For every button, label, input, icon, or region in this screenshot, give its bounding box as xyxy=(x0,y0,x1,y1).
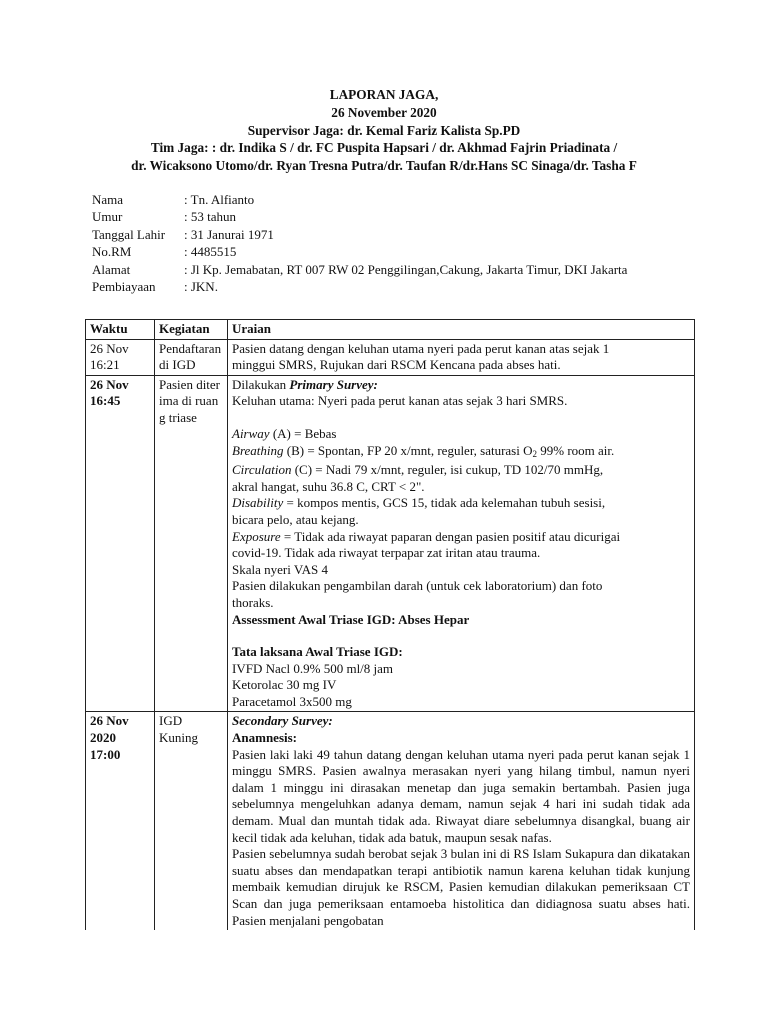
anamnesis-paragraph: Pasien laki laki 49 tahun datang dengan keluhan utama nyeri pada perut kanan sejak 1 minggu SMRS. Pasien awalnya merasakan nyeri yang hilang timbul, namun nyeri dalam 1 minggu ini dirasakan menetap dan juga semakin bertambah. Pasien juga sebelumnya mengeluhkan adanya demam, namun sejak 4 hari ini sudah tidak ada demam. Mual dan muntah tidak ada. Riwayat diare sebelumnya disangkal, buang air kecil tidak ada keluhan, tidak ada batuk, maupun sesak nafas. xyxy=(232,746,690,845)
circulation-line xyxy=(232,462,690,479)
cell-kegiatan xyxy=(155,712,228,931)
time-text: 2020 xyxy=(90,730,116,746)
time-text: 16:45 xyxy=(90,393,121,409)
intro-text: Dilakukan xyxy=(232,376,290,392)
exposure-text: = Tidak ada riwayat paparan dengan pasien positif atau dicurigai xyxy=(280,528,621,544)
table-row xyxy=(86,339,695,375)
table-header-row xyxy=(86,320,695,340)
exposure-text-2: covid-19. Tidak ada riwayat terpapar zat iritan atau trauma. xyxy=(232,545,541,561)
description-text: Pasien datang dengan keluhan utama nyeri pada perut kanan atas sejak 1 xyxy=(232,340,610,356)
report-header xyxy=(0,86,768,175)
report-date: 26 November 2020 xyxy=(331,104,437,120)
time-text: 26 Nov xyxy=(90,376,129,392)
spacer xyxy=(232,628,690,644)
circulation-text: (C) = Nadi 79 x/mnt, reguler, isi cukup, TD 102/70 mmHg, xyxy=(291,462,604,478)
anamnesis-heading: Anamnesis: xyxy=(232,730,298,746)
breathing-line xyxy=(232,443,690,463)
disability-text: = kompos mentis, GCS 15, tidak ada kelemahan tubuh sesisi, xyxy=(283,495,606,511)
time-text: 17:00 xyxy=(90,746,121,762)
patient-row-dob xyxy=(92,226,627,243)
page-bottom-margin xyxy=(0,930,768,1024)
airway-line xyxy=(232,426,690,443)
time-text: 26 Nov xyxy=(90,340,129,356)
patient-identity xyxy=(92,191,627,295)
exposure-label: Exposure xyxy=(232,528,281,544)
patient-label: Umur xyxy=(92,209,123,225)
lab-text-2: thoraks. xyxy=(232,594,274,610)
airway-text: (A) = Bebas xyxy=(269,425,337,441)
anamnesis-paragraph: Pasien sebelumnya sudah berobat sejak 3 bulan ini di RS Islam Sukapura dan dikatakan suatu abses dan mendapatkan terapi antibiotik namun karena keluhan tidak kunjung membaik kemudian dirujuk ke RSCM, Pasien kemudian dilakukan pemeriksaan CT Scan dan juga pemeriksaan entamoeba histolitica dan didiagnosa suatu abses hati. Pasien menjalani pengobatan xyxy=(232,846,690,928)
cell-waktu xyxy=(86,712,155,931)
team-line-1: Tim Jaga: : dr. Indika S / dr. FC Puspita Hapsari / dr. Akhmad Fajrin Priadinata / xyxy=(150,140,618,156)
patient-label: No.RM xyxy=(92,244,132,260)
report-title: LAPORAN JAGA, xyxy=(329,87,439,102)
time-text: 16:21 xyxy=(90,357,120,373)
header-uraian: Uraian xyxy=(228,320,695,340)
airway-label: Airway xyxy=(232,425,270,441)
cell-waktu xyxy=(86,339,155,375)
patient-label: Pembiayaan xyxy=(92,279,156,295)
table-row xyxy=(86,375,695,712)
assessment-heading: Assessment Awal Triase IGD: Abses Hepar xyxy=(232,611,470,627)
patient-row-name xyxy=(92,191,627,208)
patient-label: Nama xyxy=(92,192,124,207)
breathing-label: Breathing xyxy=(232,442,284,458)
patient-value: : JKN. xyxy=(184,279,218,295)
exposure-line xyxy=(232,529,690,546)
cell-kegiatan xyxy=(155,375,228,712)
primary-survey-label: Primary Survey: xyxy=(289,376,378,392)
table-row xyxy=(86,712,695,931)
primary-survey-intro xyxy=(232,377,690,394)
patient-row-mrn xyxy=(92,243,627,260)
cell-kegiatan xyxy=(155,339,228,375)
patient-row-address xyxy=(92,261,627,278)
activity-log-table xyxy=(85,319,695,931)
subscript: 2 xyxy=(532,448,537,459)
supervisor-line: Supervisor Jaga: dr. Kemal Fariz Kalista Sp.PD xyxy=(247,122,521,138)
treatment-item: Ketorolac 30 mg IV xyxy=(232,677,337,693)
patient-label: Tanggal Lahir xyxy=(92,226,166,242)
activity-text: Kuning xyxy=(159,730,198,746)
secondary-survey-label: Secondary Survey: xyxy=(232,713,333,729)
activity-text: g triase xyxy=(159,409,197,425)
patient-value: : 53 tahun xyxy=(184,209,236,225)
treatment-item: IVFD Nacl 0.9% 500 ml/8 jam xyxy=(232,660,394,676)
circulation-label: Circulation xyxy=(232,462,292,478)
patient-value: : Tn. Alfianto xyxy=(184,192,255,207)
pain-scale: Skala nyeri VAS 4 xyxy=(232,561,328,577)
cell-uraian xyxy=(228,339,695,375)
activity-text: IGD xyxy=(159,713,183,729)
breathing-tail: 99% room air. xyxy=(537,442,615,458)
activity-text: Pasien diter xyxy=(159,376,221,392)
treatment-heading: Tata laksana Awal Triase IGD: xyxy=(232,644,403,660)
patient-row-age xyxy=(92,208,627,225)
lab-text: Pasien dilakukan pengambilan darah (untuk cek laboratorium) dan foto xyxy=(232,578,603,594)
activity-text: Pendaftaran xyxy=(159,340,222,356)
circulation-text-2: akral hangat, suhu 36.8 C, CRT < 2". xyxy=(232,478,425,494)
cell-uraian xyxy=(228,375,695,712)
patient-value: : 31 Janurai 1971 xyxy=(184,226,274,242)
disability-line xyxy=(232,495,690,512)
description-text: minggui SMRS, Rujukan dari RSCM Kencana pada abses hati. xyxy=(232,357,561,373)
patient-label: Alamat xyxy=(92,261,131,277)
patient-row-payment xyxy=(92,278,627,295)
header-kegiatan: Kegiatan xyxy=(155,320,228,340)
chief-complaint: Keluhan utama: Nyeri pada perut kanan atas sejak 3 hari SMRS. xyxy=(232,393,568,409)
cell-waktu xyxy=(86,375,155,712)
header-waktu: Waktu xyxy=(86,320,155,340)
team-line-2: dr. Wicaksono Utomo/dr. Ryan Tresna Putra/dr. Taufan R/dr.Hans SC Sinaga/dr. Tasha F xyxy=(131,158,637,174)
breathing-text: (B) = Spontan, FP 20 x/mnt, reguler, saturasi O xyxy=(283,442,533,458)
patient-value: : Jl Kp. Jemabatan, RT 007 RW 02 Penggilingan,Cakung, Jakarta Timur, DKI Jakarta xyxy=(184,261,628,277)
activity-text: ima di ruan xyxy=(159,393,219,409)
activity-text: di IGD xyxy=(159,357,196,373)
spacer xyxy=(232,410,690,426)
time-text: 26 Nov xyxy=(90,713,129,729)
disability-label: Disability xyxy=(232,495,284,511)
patient-value: : 4485515 xyxy=(184,244,237,260)
cell-uraian xyxy=(228,712,695,931)
treatment-item: Paracetamol 3x500 mg xyxy=(232,693,352,709)
disability-text-2: bicara pelo, atau kejang. xyxy=(232,511,359,527)
